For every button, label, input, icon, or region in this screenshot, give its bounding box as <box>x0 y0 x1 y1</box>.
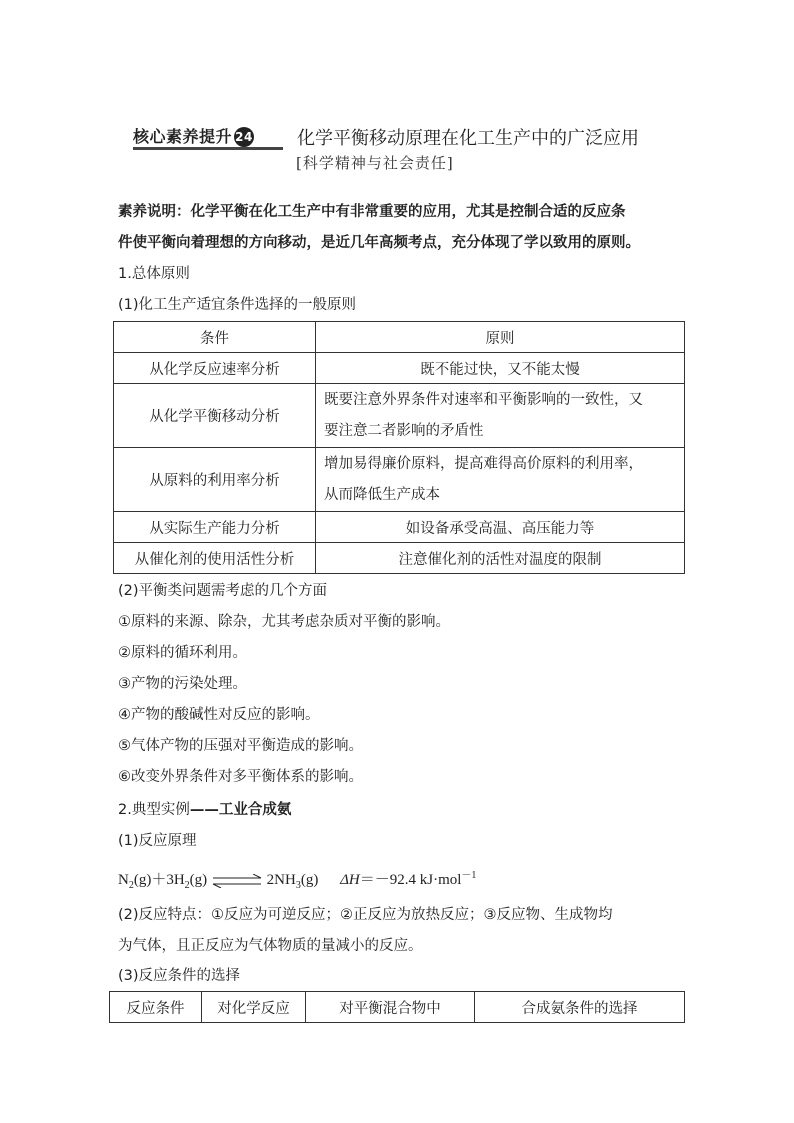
table-cell <box>316 448 685 512</box>
cell-line: 从而降低生产成本 <box>324 486 440 503</box>
table-cell: 从化学平衡移动分析 <box>114 384 316 448</box>
table-row <box>114 543 685 574</box>
reversible-arrow-icon <box>211 874 263 888</box>
section-badge <box>133 124 254 147</box>
list-item: ①原料的来源、除杂，尤其考虑杂质对平衡的影响。 <box>118 614 450 630</box>
intro-line-2: 件使平衡向着理想的方向移动，是近几年高频考点，充分体现了学以致用的原则。 <box>118 235 640 251</box>
section-number: 2.典型实例 <box>118 802 190 818</box>
list-item: ④产物的酸碱性对反应的影响。 <box>118 707 320 723</box>
eq-subscript: 3 <box>295 880 301 891</box>
section-heading <box>118 795 688 826</box>
eq-text: (g) <box>300 872 319 888</box>
list-item: ⑥改变外界条件对多平衡体系的影响。 <box>118 769 363 785</box>
table-cell: 如设备承受高温、高压能力等 <box>316 512 685 543</box>
cell-line: 既要注意外界条件对速率和平衡影响的一致性，又 <box>324 391 643 408</box>
eq-subscript: 2 <box>184 880 190 891</box>
eq-text: ΔH <box>340 872 360 888</box>
eq-text: ＝－92.4 kJ·mol <box>359 872 462 888</box>
intro-line-1: 素养说明：化学平衡在化工生产中有非常重要的应用，尤其是控制合适的反应条 <box>118 204 626 220</box>
table-row <box>114 353 685 384</box>
badge-number-icon: 24 <box>234 127 254 147</box>
table-header-cell: 对平衡混合物中 <box>306 992 475 1023</box>
table-header-row <box>114 322 685 353</box>
list-item: ②原料的循环利用。 <box>118 645 247 661</box>
section-heading: 1.总体原则 <box>118 266 190 282</box>
table-cell: 从原料的利用率分析 <box>114 448 316 512</box>
page-subtitle: [科学精神与社会责任] <box>296 154 454 172</box>
table-header-cell: 原则 <box>316 322 685 353</box>
table-row <box>114 384 685 448</box>
table-header-cell: 合成氨条件的选择 <box>475 992 685 1023</box>
table-header-cell: 反应条件 <box>110 992 202 1023</box>
table-cell <box>316 384 685 448</box>
eq-text: (g) <box>189 872 208 888</box>
section-title: ——工业合成氨 <box>189 802 292 818</box>
subsection-heading: (1)化工生产适宜条件选择的一般原则 <box>118 297 357 313</box>
table-header-cell: 对化学反应 <box>202 992 306 1023</box>
conditions-table <box>109 991 685 1023</box>
eq-text: 2NH <box>266 872 296 888</box>
subsection-heading: (3)反应条件的选择 <box>118 968 241 984</box>
badge-underline <box>133 147 283 150</box>
table-header-row <box>110 992 685 1023</box>
table-row <box>114 512 685 543</box>
page-title: 化学平衡移动原理在化工生产中的广泛应用 <box>297 128 639 149</box>
principles-table <box>113 321 685 574</box>
badge-text: 核心素养提升 <box>133 127 233 146</box>
eq-text: N <box>118 872 129 888</box>
table-cell: 既不能过快，又不能太慢 <box>316 353 685 384</box>
eq-superscript: －1 <box>461 870 477 881</box>
list-item: ③产物的污染处理。 <box>118 676 247 692</box>
title-row <box>133 124 693 154</box>
paragraph-line: 为气体，且正反应为气体物质的量减小的反应。 <box>118 938 423 954</box>
paragraph-line: (2)反应特点：①反应为可逆反应；②正反应为放热反应；③反应物、生成物均 <box>118 907 613 923</box>
table-cell: 从实际生产能力分析 <box>114 512 316 543</box>
list-item: ⑤气体产物的压强对平衡造成的影响。 <box>118 738 363 754</box>
table-cell: 从催化剂的使用活性分析 <box>114 543 316 574</box>
eq-text: (g)＋3H <box>133 872 185 888</box>
cell-line: 增加易得廉价原料，提高难得高价原料的利用率， <box>324 455 643 472</box>
table-header-cell: 条件 <box>114 322 316 353</box>
cell-line: 要注意二者影响的矛盾性 <box>324 422 484 439</box>
table-row <box>114 448 685 512</box>
table-cell: 从化学反应速率分析 <box>114 353 316 384</box>
reaction-equation <box>118 866 476 890</box>
table-cell: 注意催化剂的活性对温度的限制 <box>316 543 685 574</box>
eq-subscript: 2 <box>128 880 134 891</box>
subsection-heading: (1)反应原理 <box>118 833 197 849</box>
subsection-heading: (2)平衡类问题需考虑的几个方面 <box>118 583 328 599</box>
